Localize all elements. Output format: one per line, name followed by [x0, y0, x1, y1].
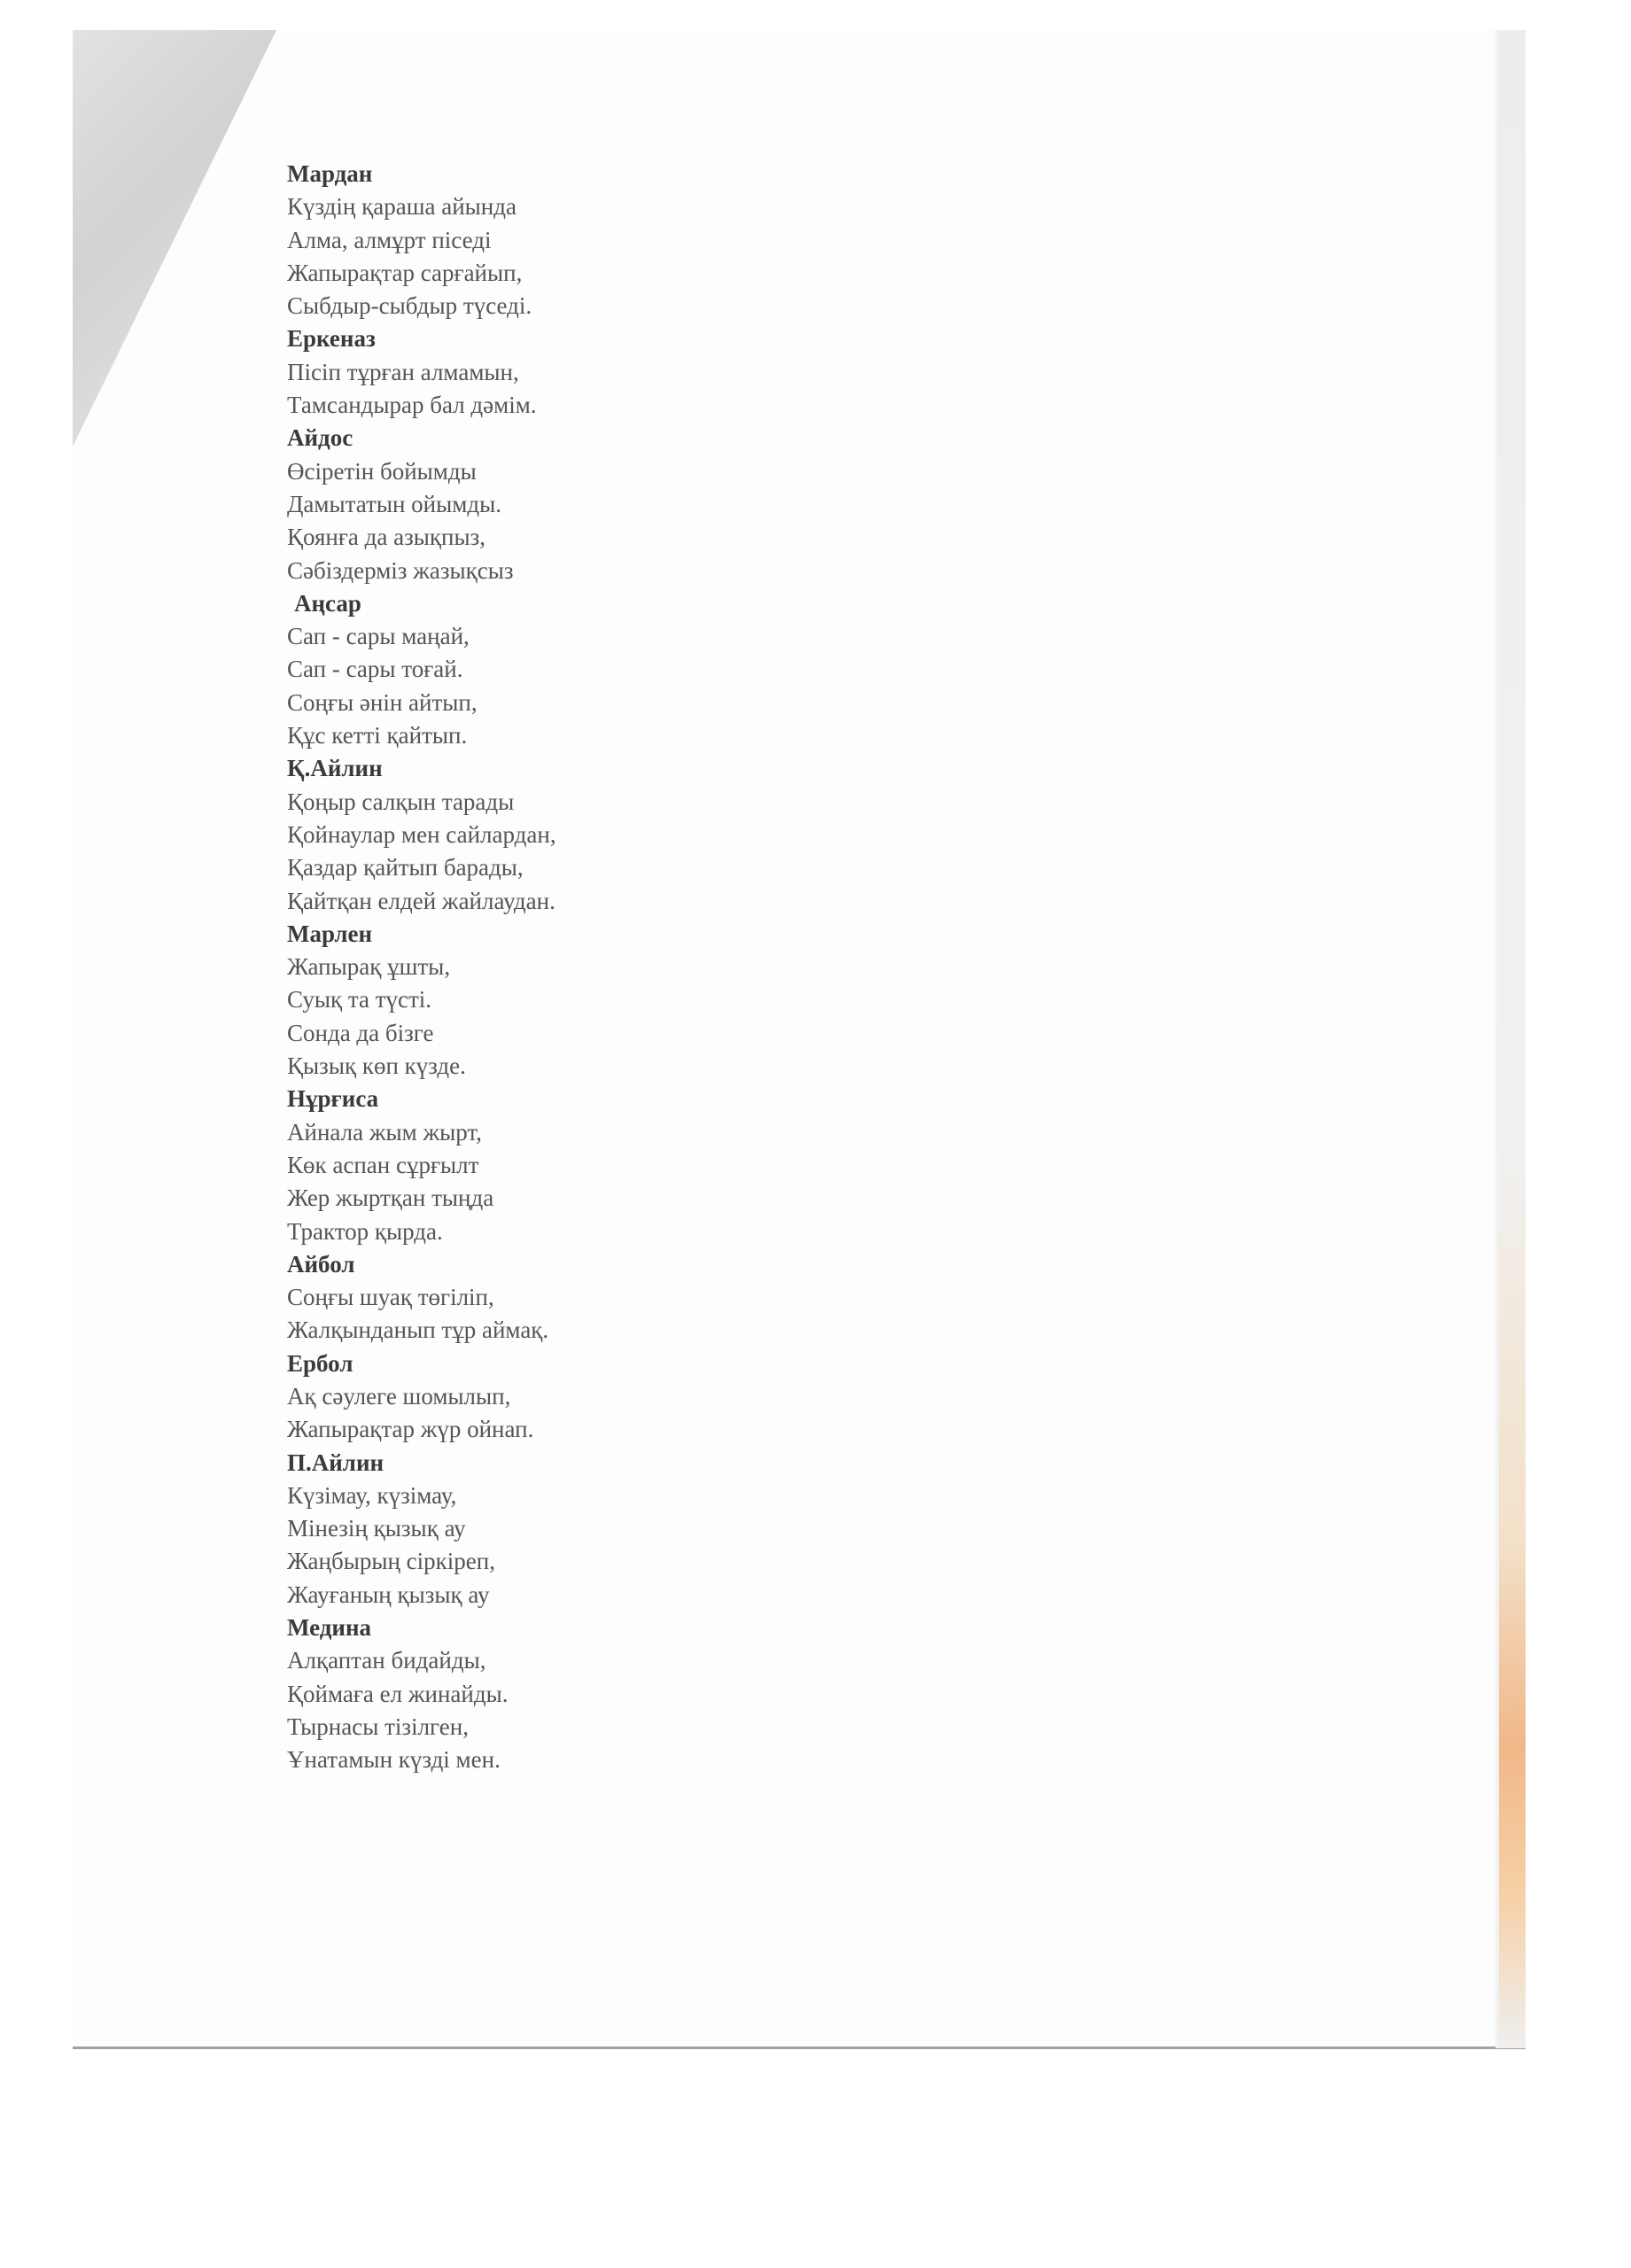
poem-line: Сонда да бізге [287, 1019, 434, 1046]
stanza [287, 1248, 907, 1348]
poem-line: Күзімау, күзімау, [287, 1481, 457, 1509]
speaker-name: П.Айлин [287, 1449, 384, 1476]
poem-line: Күздің қараша айында [287, 193, 516, 221]
poem-line: Ұнатамын күзді мен. [287, 1746, 501, 1774]
speaker-name: Аңсар [294, 589, 361, 617]
poem-line: Сап - сары маңай, [287, 623, 470, 650]
poem-line: Құс кетті қайтып. [287, 722, 468, 750]
speaker-name: Ербол [287, 1349, 353, 1377]
poem-line: Дамытатын ойымды. [287, 490, 501, 517]
poem-line: Сыбдыр-сыбдыр түседі. [287, 292, 532, 320]
poem-line: Жер жыртқан тыңда [287, 1184, 494, 1212]
poem-line: Трактор қырда. [287, 1217, 443, 1245]
speaker-name: Медина [287, 1614, 372, 1642]
poem-line: Қызық көп күзде. [287, 1052, 466, 1080]
stanza [287, 1348, 907, 1447]
book-edge-strip [1499, 30, 1526, 2048]
stanza [287, 918, 907, 1083]
speaker-name: Қ.Айлин [287, 755, 383, 782]
poem-line: Соңғы әнін айтып, [287, 688, 478, 716]
poem-line: Жапырақтар жүр ойнап. [287, 1416, 534, 1443]
poem-line: Қайтқан елдей жайлаудан. [287, 887, 555, 914]
poem-line: Көк аспан сұрғылт [287, 1151, 479, 1178]
speaker-name: Еркеназ [287, 325, 376, 353]
poem-line: Қаздар қайтып барады, [287, 854, 524, 882]
stanza [287, 587, 907, 752]
speaker-name: Марлен [287, 920, 373, 947]
poem-line: Мінезің қызық ау [287, 1515, 466, 1542]
stanza [287, 752, 907, 917]
speaker-name: Нұрғиса [287, 1085, 379, 1113]
poem-line: Айнала жым жырт, [287, 1118, 482, 1146]
poem-line: Алма, алмұрт піседі [287, 226, 492, 253]
speaker-name: Мардан [287, 160, 373, 187]
poem-line: Суық та түсті. [287, 986, 432, 1014]
poem-line: Тамсандырар бал дәмім. [287, 392, 537, 419]
poem-line: Сәбіздерміз жазықсыз [287, 556, 514, 584]
stanza [287, 158, 907, 322]
poem-line: Қоянға да азықпыз, [287, 524, 486, 551]
stanza [287, 322, 907, 422]
stanza [287, 1447, 907, 1612]
poem-line: Жалқынданып тұр аймақ. [287, 1317, 549, 1344]
poem-line: Қойнаулар мен сайлардан, [287, 820, 556, 848]
poem-line: Алқаптан бидайды, [287, 1647, 486, 1674]
poem-line: Жауғаның қызық ау [287, 1581, 490, 1608]
stanza [287, 422, 907, 586]
stanza [287, 1083, 907, 1247]
poem-line: Өсіретін бойымды [287, 457, 477, 485]
stanza [287, 1612, 907, 1776]
speaker-name: Айдос [287, 424, 353, 452]
poem-line: Ақ сәулеге шомылып, [287, 1382, 511, 1410]
poem-line: Сап - сары тоғай. [287, 656, 463, 683]
poem-line: Жаңбырың сіркіреп, [287, 1548, 495, 1575]
speaker-name: Айбол [287, 1250, 355, 1278]
poem-line: Пісіп тұрған алмамын, [287, 358, 519, 385]
poem-line: Соңғы шуақ төгіліп, [287, 1284, 494, 1311]
poem-line: Қоңыр салқын тарады [287, 788, 515, 815]
poem-line: Қоймаға ел жинайды. [287, 1680, 509, 1707]
poem-line: Жапырақ ұшты, [287, 953, 451, 981]
poem-line: Тырнасы тізілген, [287, 1713, 469, 1740]
poem-line: Жапырақтар сарғайып, [287, 259, 523, 286]
poem-text [287, 158, 907, 1777]
